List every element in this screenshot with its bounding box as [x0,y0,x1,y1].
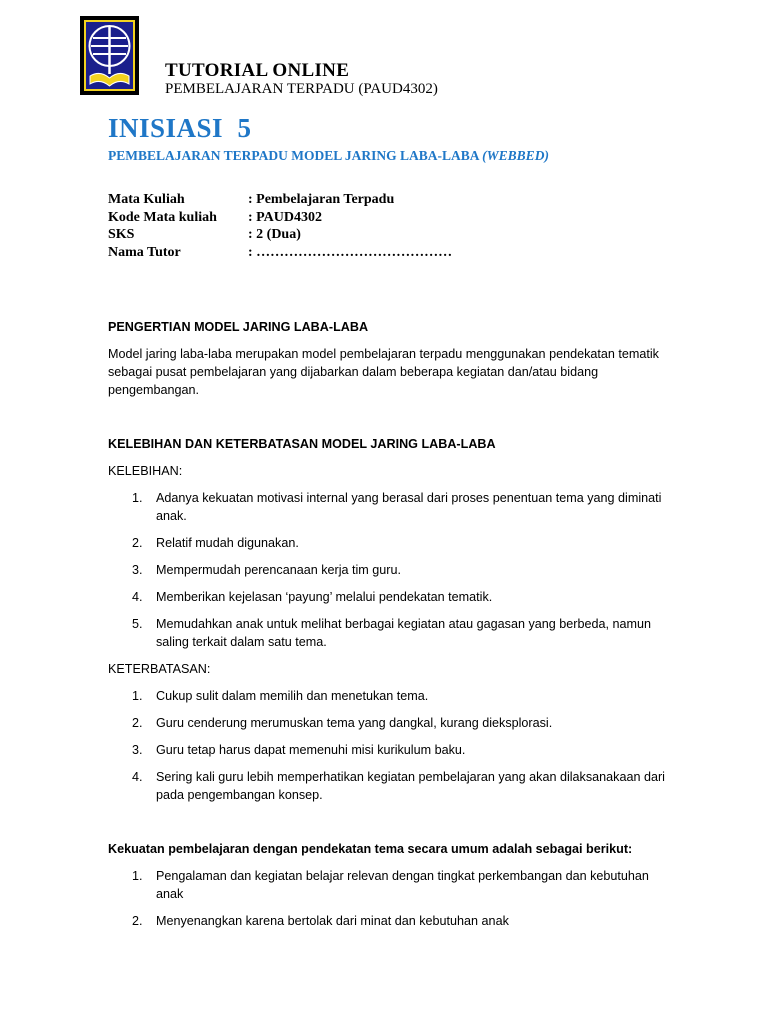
list-number: 2. [132,716,143,730]
list-item [108,687,668,705]
strengths-list [108,867,668,930]
course-info-value: : PAUD4302 [248,209,323,225]
list-text: Menyenangkan karena bertolak dari minat dan kebutuhan anak [156,914,509,928]
list-text: Memberikan kejelasan ‘payung’ melalui pendekatan tematik. [156,590,493,604]
list-number: 5. [132,617,143,631]
list-item [108,561,668,579]
initiation-title: INISIASI 5 [108,113,252,143]
org-title: TUTORIAL ONLINE [165,60,350,81]
list-text: Adanya kekuatan motivasi internal yang berasal dari proses penentuan tema yang diminati anak. [156,491,662,523]
course-info-label: SKS [108,227,135,242]
initiation-subtitle-main: PEMBELAJARAN TERPADU MODEL JARING LABA-LABA [108,148,483,163]
course-info-value: : Pembelajaran Terpadu [248,192,395,207]
section-heading-pros-cons: KELEBIHAN DAN KETERBATASAN MODEL JARING LABA-LABA [108,437,496,451]
list-item [108,912,668,930]
list-item [108,615,668,651]
course-info-value: : …………………………………… [248,244,453,260]
list-item [108,768,668,804]
limitations-list [108,687,668,804]
list-item [108,489,668,525]
list-number: 4. [132,590,143,604]
course-info-label: Nama Tutor [108,244,181,260]
org-subtitle: PEMBELAJARAN TERPADU (PAUD4302) [165,81,438,97]
list-number: 2. [132,914,143,928]
advantages-list [108,489,668,651]
list-text: Mempermudah perencanaan kerja tim guru. [156,563,402,577]
list-text: Relatif mudah digunakan. [156,536,299,550]
section-heading-strengths: Kekuatan pembelajaran dengan pendekatan tema secara umum adalah sebagai berikut: [108,842,633,856]
list-number: 1. [132,869,143,883]
definition-paragraph: Model jaring laba-laba merupakan model pembelajaran terpadu menggunakan pendekatan tematik sebagai pusat pembelajaran yang dijabarkan dalam beberapa kegiatan dan/atau bidang pengembangan. [108,347,659,397]
list-text: Guru tetap harus dapat memenuhi misi kurikulum baku. [156,743,466,757]
list-number: 3. [132,563,143,577]
course-info-label: Mata Kuliah [108,192,185,207]
list-item [108,741,668,759]
list-text: Sering kali guru lebih memperhatikan kegiatan pembelajaran yang akan dilaksanakaan dari pada pengembangan konsep. [156,770,665,802]
list-number: 1. [132,491,143,505]
limitations-label: KETERBATASAN: [108,662,211,676]
list-number: 4. [132,770,143,784]
list-text: Guru cenderung merumuskan tema yang dangkal, kurang dieksplorasi. [156,716,553,730]
list-item [108,867,668,903]
university-emblem-icon [80,16,139,95]
list-text: Cukup sulit dalam memilih dan menetukan tema. [156,689,429,703]
list-item [108,534,668,552]
list-number: 3. [132,743,143,757]
list-item [108,714,668,732]
advantages-label: KELEBIHAN: [108,464,183,478]
section-heading-definition: PENGERTIAN MODEL JARING LABA-LABA [108,320,369,334]
course-info-value: : 2 (Dua) [248,227,301,242]
list-text: Pengalaman dan kegiatan belajar relevan dengan tingkat perkembangan dan kebutuhan anak [156,869,649,901]
course-info-label: Kode Mata kuliah [108,209,217,225]
list-text: Memudahkan anak untuk melihat berbagai kegiatan atau gagasan yang berbeda, namun saling terkait dalam satu tema. [156,617,652,649]
document-body [108,318,668,930]
initiation-subtitle [108,148,549,164]
list-item [108,588,668,606]
initiation-subtitle-italic: (WEBBED) [482,148,549,163]
list-number: 2. [132,536,143,550]
list-number: 1. [132,689,143,703]
